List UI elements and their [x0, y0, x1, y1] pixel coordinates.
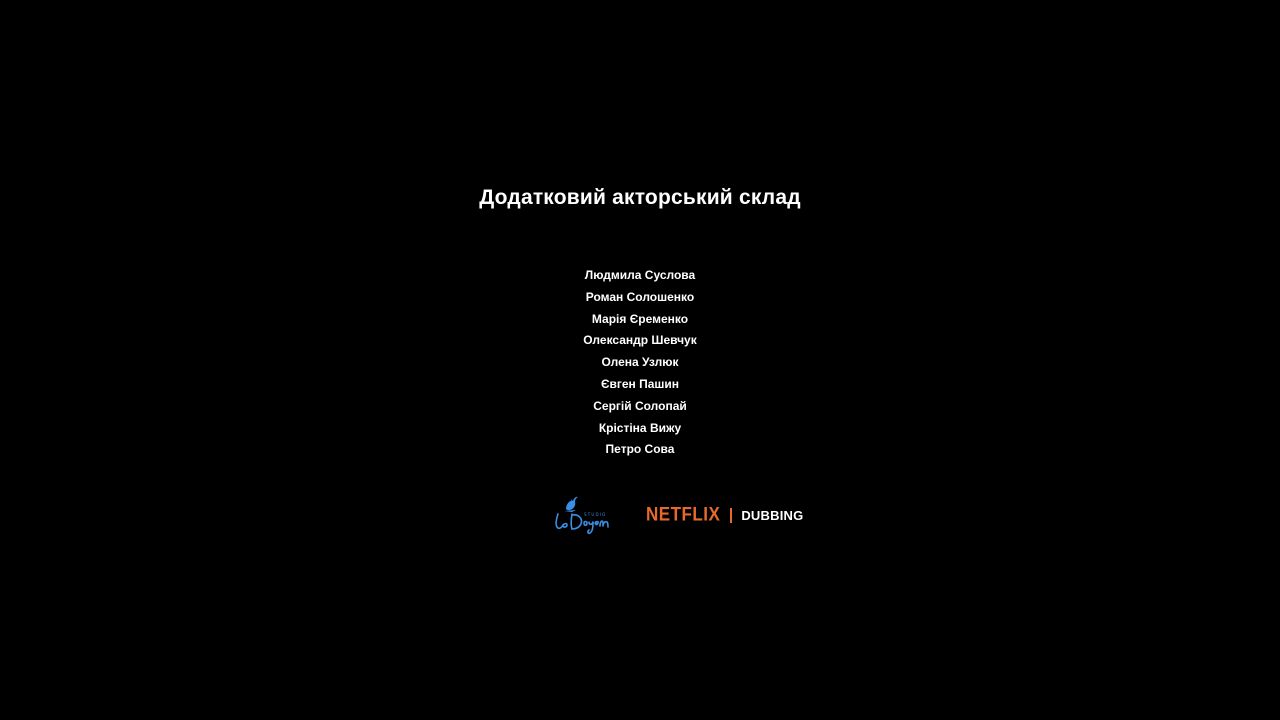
cast-name: Марія Єременко	[591, 311, 689, 326]
cast-name: Олена Узлюк	[601, 355, 679, 370]
netflix-dubbing-logo	[646, 502, 803, 528]
cast-name: Сергій Солопай	[593, 398, 687, 413]
logo-row	[0, 490, 1280, 540]
credits-heading: Додатковий акторський склад	[479, 186, 801, 209]
logo-divider	[730, 508, 732, 523]
cast-name: Роман Солошенко	[585, 289, 695, 304]
cast-name: Олександр Шевчук	[583, 333, 697, 348]
cast-name: Крістіна Вижу	[598, 420, 682, 435]
svg-text:STUDIO: STUDIO	[584, 512, 607, 517]
cast-name: Петро Сова	[605, 442, 675, 457]
bird-icon	[564, 497, 578, 512]
cast-name: Людмила Суслова	[584, 268, 696, 282]
cast-name: Євген Пашин	[600, 376, 680, 391]
cast-list	[0, 265, 1280, 461]
dubbing-label: DUBBING	[741, 507, 804, 523]
le-doyen-studio-logo	[552, 492, 614, 538]
studio-label	[584, 512, 607, 517]
netflix-wordmark: NETFLIX	[646, 503, 721, 526]
